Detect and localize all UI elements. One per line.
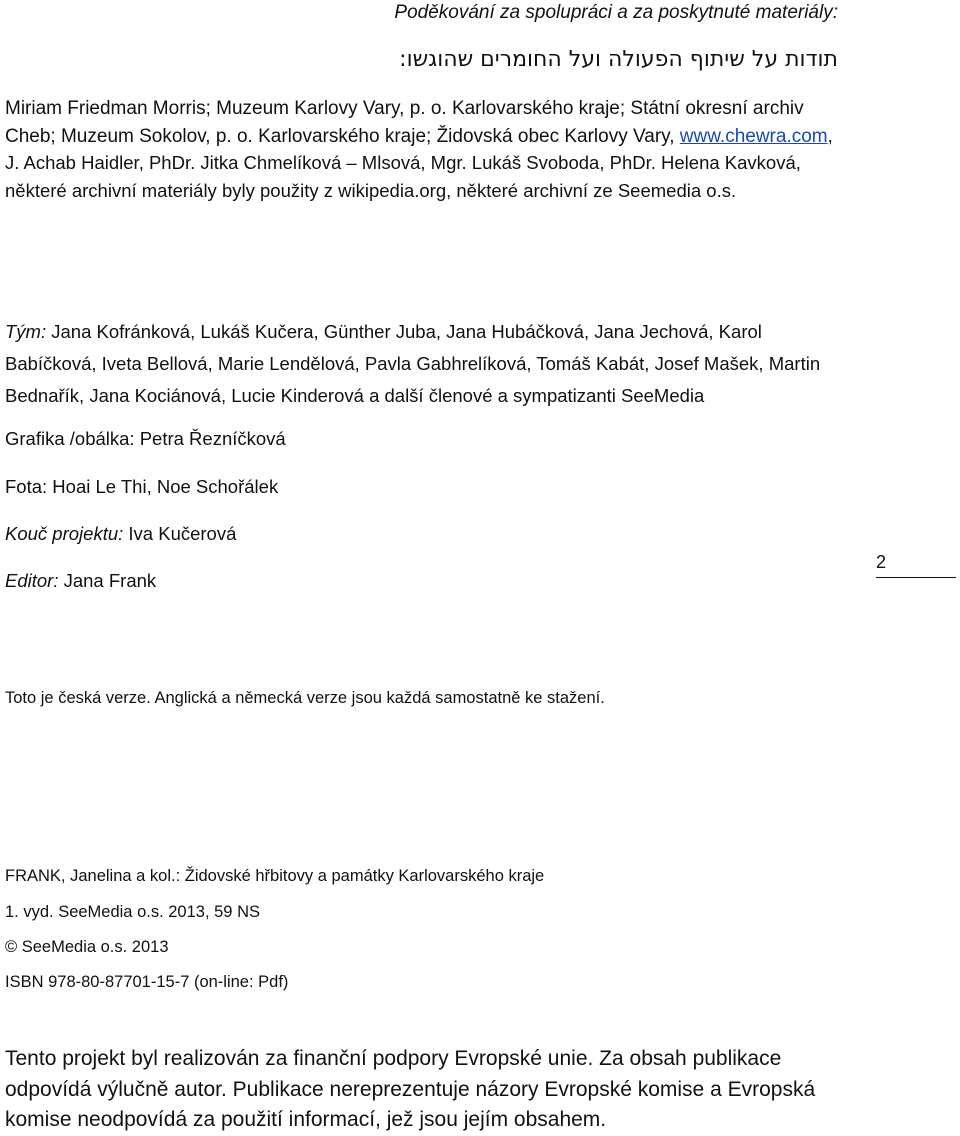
imprint-citation: FRANK, Janelina a kol.: Židovské hřbitovy a památky Karlovarského kraje — [5, 867, 545, 885]
imprint-isbn: ISBN 978-80-87701-15-7 (on-line: Pdf) — [5, 973, 289, 991]
editor-name: Jana Frank — [63, 570, 157, 591]
graphics-credit: Grafika /obálka: Petra Řezníčková — [5, 428, 286, 449]
page-number: 2 — [876, 552, 956, 578]
team-members: Jana Kofránková, Lukáš Kučera, Günther Juba, Jana Hubáčková, Jana Jechová, Karol Babíčková, Iveta Bellová, Marie Lendělová, Pavla Gabhrelíková, Tomáš Kabát, Josef Mašek, Martin Bednařík, Jana Kociánová, Lucie Kinderová a další členové a sympatizanti SeeMedia — [5, 321, 821, 406]
version-note: Toto je česká verze. Anglická a německá verze jsou každá samostatně ke stažení. — [5, 689, 605, 707]
coach-label: Kouč projektu: — [5, 523, 124, 544]
acknowledgement-text-1: Miriam Friedman Morris; Muzeum Karlovy Vary, p. o. Karlovarského kraje; Státní okresní archiv Cheb; Muzeum Sokolov, p. o. Karlovarského kraje; Židovská obec Karlovy Vary, — [5, 98, 804, 147]
team-paragraph — [5, 316, 840, 412]
acknowledgement-paragraph — [5, 96, 835, 205]
imprint-copyright: © SeeMedia o.s. 2013 — [5, 938, 169, 956]
acknowledgement-text-3: Helena Kavková, některé archivní materiály byly použity z wikipedia.org, některé archivní ze Seemedia o.s. — [5, 152, 801, 201]
chewra-link[interactable]: www.chewra.com — [679, 125, 828, 147]
coach-name: Iva Kučerová — [128, 523, 237, 544]
acknowledgement-text-2: , J. Achab Haidler, PhDr. Jitka Chmelíková – Mlsová, Mgr. Lukáš Svoboda, PhDr. — [5, 124, 833, 173]
editor-credit — [5, 570, 156, 592]
coach-credit — [5, 523, 236, 545]
funding-note: Tento projekt byl realizován za finanční podpory Evropské unie. Za obsah publikace odpovídá výlučně autor. Publikace nereprezentuje názory Evropské komise a Evropská komise neodpovídá za použití informací, jež jsou jejím obsahem. — [5, 1047, 816, 1131]
team-label: Tým: — [5, 321, 47, 342]
photo-credit: Fota: Hoai Le Thi, Noe Schořálek — [5, 476, 279, 497]
editor-label: Editor: — [5, 570, 59, 591]
acknowledgement-heading: Poděkování za spolupráci a za poskytnuté materiály: — [394, 2, 838, 23]
acknowledgement-heading-hebrew: תודות על שיתוף הפעולה ועל החומרים שהוגשו: — [399, 47, 838, 72]
imprint-edition: 1. vyd. SeeMedia o.s. 2013, 59 NS — [5, 903, 260, 921]
